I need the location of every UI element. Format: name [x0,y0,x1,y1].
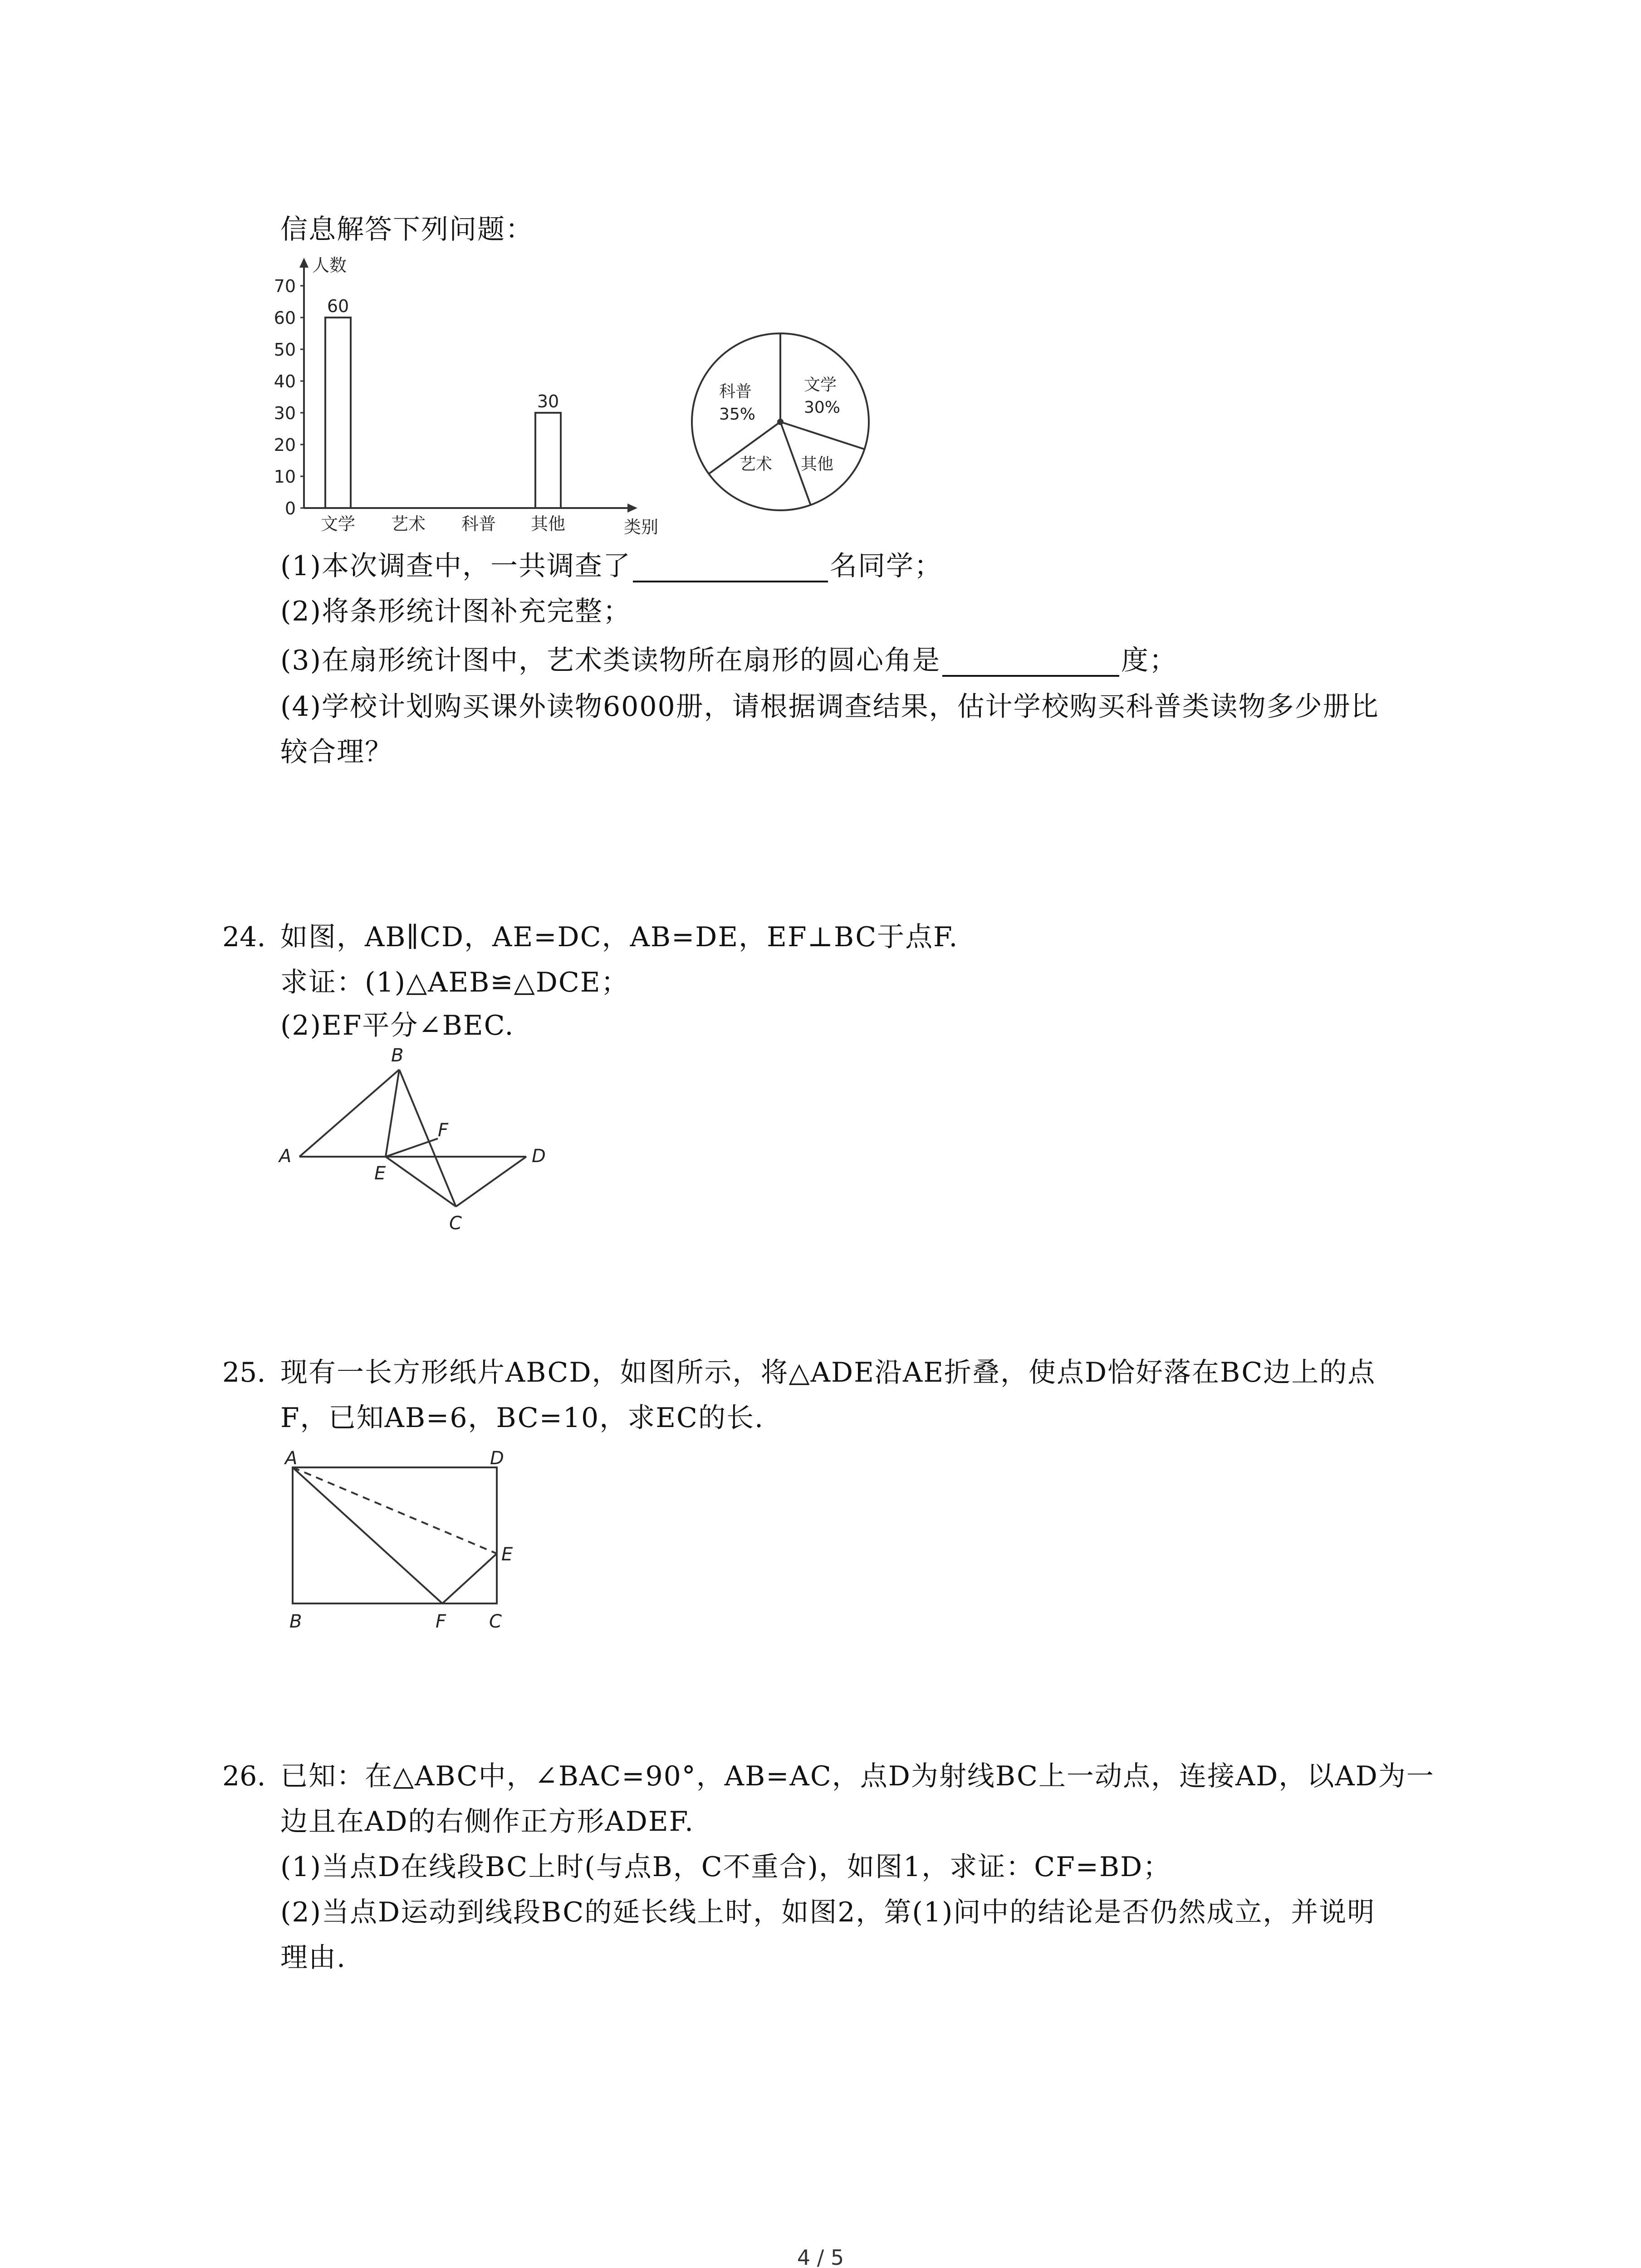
bar-y-tick-label: 20 [274,435,296,455]
q23-intro: 信息解答下列问题： [280,214,534,245]
q23-sub3-blank[interactable] [942,648,1119,677]
q25-seg-AE-dashed [293,1467,497,1554]
q25-line2: F，已知AB=6，BC=10，求EC的长. [280,1402,764,1434]
q25-label-E: E [501,1544,513,1565]
q24-label-A: A [279,1146,292,1167]
q25-label-B: B [289,1611,302,1632]
bar-category-label: 其他 [530,514,566,534]
q24-label-C: C [449,1213,462,1234]
pie-divider-1 [780,422,864,449]
bar-category-label: 艺术 [391,514,426,534]
bar-category-label: 科普 [461,514,496,534]
bar-y-tick-label: 10 [274,467,296,487]
bar-0 [325,318,351,508]
bar-chart [254,254,708,535]
q24-line3: (2)EF平分∠BEC. [280,1010,514,1041]
q25-figure [272,1447,526,1637]
q24-label-F: F [438,1120,449,1141]
q25-rect-ABCD [293,1467,497,1603]
q25-number: 25. [222,1357,266,1388]
q26-number: 26. [222,1760,266,1792]
q23-sub2: (2)将条形统计图补充完整； [280,596,631,627]
bar-category-label: 文学 [320,514,356,534]
q26-line3: (1)当点D在线段BC上时(与点B，C不重合)，如图1，求证：CF=BD； [280,1851,1171,1883]
pie-percent-kepu: 35% [719,405,756,424]
q24-seg-EF [386,1139,438,1157]
q25-label-D: D [490,1448,504,1469]
pie-center-dot [777,419,784,425]
bar-y-arrow [299,258,309,268]
q25-label-F: F [436,1611,446,1632]
bar-y-tick-label: 50 [274,340,296,360]
q26-line2: 边且在AD的右侧作正方形ADEF. [280,1806,695,1838]
bar-y-tick-label: 40 [274,371,296,391]
q23-sub1 [280,550,942,582]
q24-number: 24. [222,921,266,953]
page-number: 4 / 5 [797,2245,844,2268]
q23-sub4-line1: (4)学校计划购买课外读物6000册，请根据调查结果，估计学校购买科普类读物多少册比 [280,691,1379,723]
q23-sub3-text-a: (3)在扇形统计图中，艺术类读物所在扇形的圆心角是 [280,645,941,676]
bar-y-tick-label: 70 [274,276,296,296]
q23-sub1-blank[interactable] [633,553,828,582]
q24-seg-CD [456,1157,526,1207]
bar-y-tick-label: 60 [274,308,296,328]
bar-y-tick-label: 30 [274,403,296,423]
q24-label-D: D [532,1146,546,1167]
q24-line1: 如图，AB∥CD，AE=DC，AB=DE，EF⊥BC于点F. [280,921,959,953]
q24-label-E: E [374,1163,386,1184]
pie-label-wenxue: 文学 [804,376,837,394]
pie-percent-wenxue: 30% [804,398,841,417]
q24-line2: 求证：(1)△AEB≌△DCE； [280,967,629,998]
bar-value-label: 60 [327,296,349,316]
bar-x-label: 类别 [624,517,659,537]
q25-seg-AF [293,1467,442,1603]
q23-sub4-line2: 较合理？ [280,736,393,768]
pie-label-yishu: 艺术 [740,455,773,474]
q26-line4: (2)当点D运动到线段BC的延长线上时，如图2，第(1)问中的结论是否仍然成立，并说明 [280,1897,1376,1928]
pie-label-kepu: 科普 [719,382,752,401]
q24-label-B: B [391,1045,404,1066]
q25-label-A: A [285,1448,298,1469]
q25-seg-FE [442,1554,497,1603]
bar-3 [535,413,561,508]
q25-line1: 现有一长方形纸片ABCD，如图所示，将△ADE沿AE折叠，使点D恰好落在BC边上的点 [280,1357,1376,1388]
q23-sub1-text-a: (1)本次调查中，一共调查了 [280,550,631,582]
bar-value-label: 30 [537,391,559,411]
q23-sub1-text-b: 名同学； [830,550,942,582]
q23-sub3 [280,644,1177,677]
bar-y-label: 人数 [312,255,347,275]
q23-sub3-text-b: 度； [1121,645,1177,676]
q24-seg-AB [299,1070,399,1157]
pie-label-qita: 其他 [801,455,834,474]
q26-line5: 理由. [280,1942,347,1974]
q24-figure [268,1043,563,1247]
q26-line1: 已知：在△ABC中，∠BAC=90°，AB=AC，点D为射线BC上一动点，连接AD，以AD为一 [280,1760,1435,1792]
pie-chart [685,327,876,517]
q25-label-C: C [489,1611,502,1632]
bar-y-tick-label: 0 [284,499,296,518]
bar-x-arrow [627,503,637,513]
q24-seg-BE [386,1070,399,1157]
